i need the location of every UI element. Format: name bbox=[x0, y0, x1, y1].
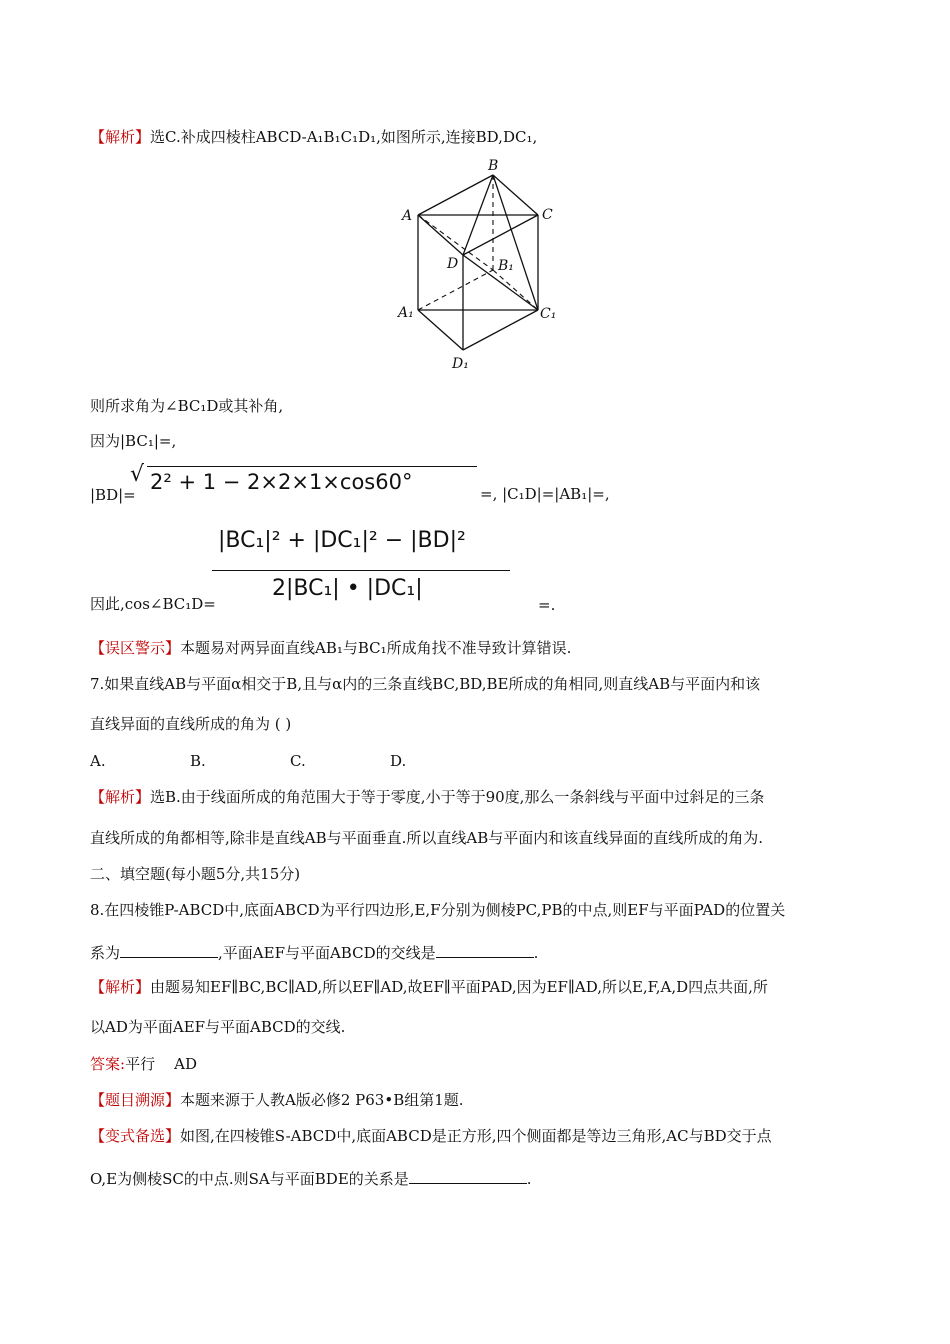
q7-line1: 7.如果直线AB与平面α相交于B,且与α内的三条直线BC,BD,BE所成的角相同,则直线AB与平面内和该 bbox=[90, 675, 761, 693]
answer-blank-2[interactable] bbox=[436, 941, 534, 958]
variant-text: 如图,在四棱锥S-ABCD中,底面ABCD是正方形,四个侧面都是等边三角形,AC与BD交于点 bbox=[180, 1127, 772, 1145]
a7-line1 bbox=[90, 787, 764, 807]
label-B1: B₁ bbox=[498, 258, 514, 274]
radical-bar bbox=[147, 466, 477, 467]
label-C: C bbox=[542, 207, 553, 223]
label-A: A bbox=[402, 208, 413, 224]
option-b: B. bbox=[190, 752, 206, 770]
answer-label: 答案: bbox=[90, 1055, 126, 1073]
variant-line2 bbox=[90, 1167, 532, 1189]
analysis-intro bbox=[90, 127, 537, 147]
source-text: 本题来源于人教A版必修2 P63•B组第1题. bbox=[180, 1091, 464, 1109]
bc1-statement: 因为|BC₁|=, bbox=[90, 432, 177, 450]
answer-line bbox=[90, 1054, 197, 1074]
bd-radicand: 2² + 1 − 2×2×1×cos60° bbox=[150, 470, 413, 494]
variant-line2-text: O,E为侧棱SC的中点.则SA与平面BDE的关系是 bbox=[90, 1170, 409, 1188]
warning-line bbox=[90, 638, 571, 658]
answer-blank-1[interactable] bbox=[120, 941, 218, 958]
variant-line2-end: . bbox=[526, 1170, 532, 1188]
fraction-numerator: |BC₁|² + |DC₁|² − |BD|² bbox=[218, 528, 466, 553]
q8-line2 bbox=[90, 941, 538, 963]
fraction-denominator: 2|BC₁| • |DC₁| bbox=[272, 576, 423, 601]
q8-line2-mid: ,平面AEF与平面ABCD的交线是 bbox=[218, 944, 436, 962]
analysis-text: 选C.补成四棱柱ABCD-A₁B₁C₁D₁,如图所示,连接BD,DC₁, bbox=[150, 128, 538, 146]
radical-sign: √ bbox=[130, 462, 145, 487]
cos-lhs: 因此,cos∠BC₁D= bbox=[90, 595, 216, 613]
q8-line2-end: . bbox=[533, 944, 539, 962]
fraction-bar bbox=[212, 570, 510, 571]
edge-A1D1 bbox=[418, 310, 463, 350]
edge-AD bbox=[418, 215, 463, 255]
edge-D1C1 bbox=[463, 310, 538, 350]
label-D1: D₁ bbox=[452, 356, 469, 372]
a7-text: 选B.由于线面所成的角范围大于等于零度,小于等于90度,那么一条斜线与平面中过斜足的三条 bbox=[150, 788, 765, 806]
label-C1: C₁ bbox=[540, 306, 557, 322]
section-fill-in: 二、填空题(每小题5分,共15分) bbox=[90, 865, 301, 883]
analysis-tag: 【解析】 bbox=[90, 128, 151, 146]
variant-line1 bbox=[90, 1126, 772, 1146]
label-B: B bbox=[488, 158, 499, 174]
q7-line2: 直线异面的直线所成的角为 ( ) bbox=[90, 715, 292, 733]
a8-line2: 以AD为平面AEF与平面ABCD的交线. bbox=[90, 1018, 346, 1036]
edge-A1B1 bbox=[418, 270, 493, 310]
source-line bbox=[90, 1090, 464, 1110]
q7-options bbox=[90, 751, 406, 771]
option-d: D. bbox=[390, 752, 407, 770]
label-A1: A₁ bbox=[398, 305, 414, 321]
option-c: C. bbox=[290, 752, 306, 770]
angle-statement: 则所求角为∠BC₁D或其补角, bbox=[90, 397, 284, 415]
q8-line1: 8.在四棱锥P-ABCD中,底面ABCD为平行四边形,E,F分别为侧棱PC,PB的中点,则EF与平面PAD的位置关 bbox=[90, 901, 786, 919]
a8-text: 由题易知EF∥BC,BC∥AD,所以EF∥AD,故EF∥平面PAD,因为EF∥AD,所以E,F,A,D四点共面,所 bbox=[150, 978, 768, 996]
warning-text: 本题易对两异面直线AB₁与BC₁所成角找不准导致计算错误. bbox=[180, 639, 572, 657]
prism-figure bbox=[390, 155, 570, 375]
edge-DC bbox=[463, 215, 538, 255]
a7-line2: 直线所成的角都相等,除非是直线AB与平面垂直.所以直线AB与平面内和该直线异面的直线所成的角为. bbox=[90, 829, 764, 847]
a8-tag: 【解析】 bbox=[90, 978, 151, 996]
q8-line2-start: 系为 bbox=[90, 944, 121, 962]
option-a: A. bbox=[90, 752, 106, 770]
a7-tag: 【解析】 bbox=[90, 788, 151, 806]
bd-rhs: =, |C₁D|=|AB₁|=, bbox=[480, 485, 610, 503]
a8-line1 bbox=[90, 977, 768, 997]
source-tag: 【题目溯源】 bbox=[90, 1091, 181, 1109]
warning-tag: 【误区警示】 bbox=[90, 639, 181, 657]
answer-text: 平行 AD bbox=[125, 1055, 197, 1073]
answer-blank-3[interactable] bbox=[409, 1167, 527, 1184]
bd-lhs: |BD|= bbox=[90, 486, 136, 504]
edge-AB bbox=[418, 175, 493, 215]
variant-tag: 【变式备选】 bbox=[90, 1127, 181, 1145]
label-D: D bbox=[447, 256, 459, 272]
cos-rhs: =. bbox=[538, 596, 556, 614]
